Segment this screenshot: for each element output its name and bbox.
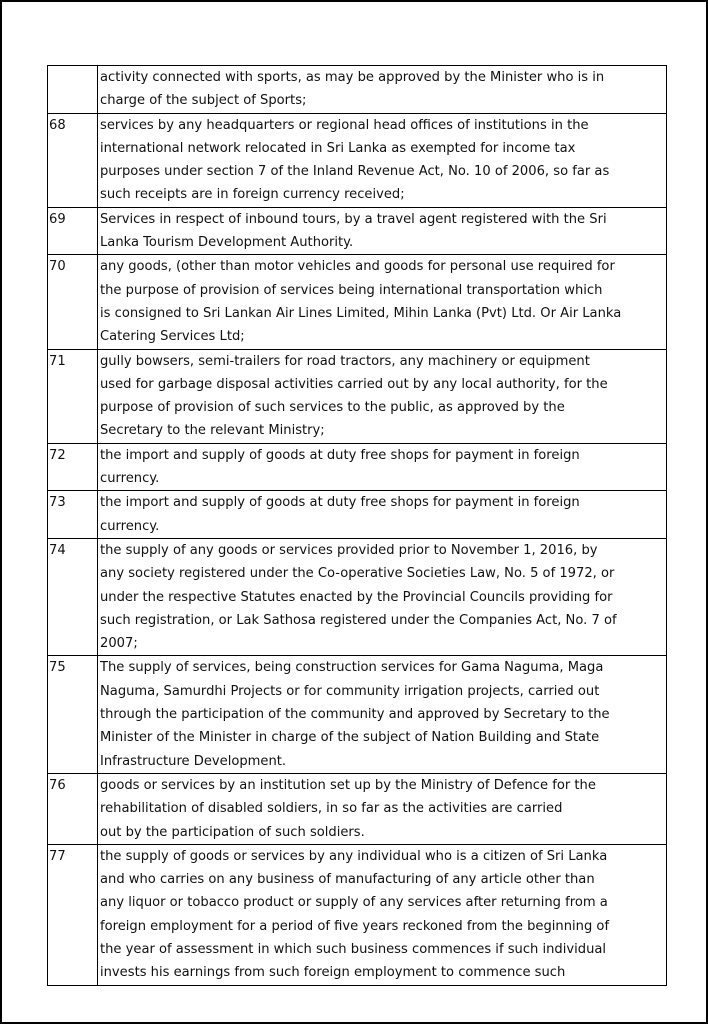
description-line: such registration, or Lak Sathosa registered under the Companies Act, No. 7 of	[100, 612, 617, 628]
item-number: 76	[48, 773, 98, 844]
description-line: purposes under section 7 of the Inland Revenue Act, No. 10 of 2006, so far as	[100, 164, 610, 180]
description-line: the purpose of provision of services being international transportation which	[100, 282, 603, 298]
table-row	[48, 207, 667, 255]
description-line: Services in respect of inbound tours, by a travel agent registered with the Sri	[100, 211, 607, 227]
table-row	[48, 66, 667, 114]
exemption-table-body	[48, 66, 667, 986]
item-description	[98, 656, 667, 773]
description-line: gully bowsers, semi-trailers for road tractors, any machinery or equipment	[100, 353, 590, 369]
item-description	[98, 844, 667, 985]
item-description	[98, 255, 667, 349]
item-description	[98, 113, 667, 207]
item-description	[98, 443, 667, 491]
description-line: out by the participation of such soldiers.	[100, 824, 365, 840]
description-line: any society registered under the Co-operative Societies Law, No. 5 of 1972, or	[100, 566, 615, 582]
description-line: such receipts are in foreign currency received;	[100, 187, 405, 203]
description-line: is consigned to Sri Lankan Air Lines Limited, Mihin Lanka (Pvt) Ltd. Or Air Lanka	[100, 305, 622, 321]
table-row	[48, 844, 667, 985]
description-line: goods or services by an institution set up by the Ministry of Defence for the	[100, 777, 596, 793]
description-line: activity connected with sports, as may be approved by the Minister who is in	[100, 70, 605, 85]
item-description	[98, 538, 667, 655]
table-row	[48, 443, 667, 491]
table-row	[48, 113, 667, 207]
description-line: the import and supply of goods at duty free shops for payment in foreign	[100, 447, 580, 463]
item-number: 72	[48, 443, 98, 491]
description-line: currency.	[100, 471, 160, 487]
description-line: Minister of the Minister in charge of the subject of Nation Building and State	[100, 730, 600, 746]
item-description	[98, 491, 667, 539]
description-line: charge of the subject of Sports;	[100, 93, 307, 109]
description-line: Infrastructure Development.	[100, 753, 287, 769]
item-number: 75	[48, 656, 98, 773]
item-description	[98, 207, 667, 255]
description-line: Naguma, Samurdhi Projects or for community irrigation projects, carried out	[100, 683, 600, 699]
description-line: Catering Services Ltd;	[100, 329, 245, 345]
description-line: the supply of goods or services by any individual who is a citizen of Sri Lanka	[100, 848, 608, 864]
description-line: through the participation of the community and approved by Secretary to the	[100, 707, 610, 723]
description-line: The supply of services, being construction services for Gama Naguma, Maga	[100, 660, 604, 676]
description-line: foreign employment for a period of five years reckoned from the beginning of	[100, 918, 610, 934]
table-row	[48, 656, 667, 773]
item-number: 69	[48, 207, 98, 255]
table-row	[48, 538, 667, 655]
item-description	[98, 773, 667, 844]
item-number: 77	[48, 844, 98, 985]
table-row	[48, 491, 667, 539]
item-description	[98, 66, 667, 114]
table-row	[48, 349, 667, 443]
description-line: the year of assessment in which such business commences if such individual	[100, 941, 607, 957]
item-number: 73	[48, 491, 98, 539]
description-line: invests his earnings from such foreign employment to commence such	[100, 965, 566, 981]
description-line: the supply of any goods or services provided prior to November 1, 2016, by	[100, 542, 598, 558]
description-line: under the respective Statutes enacted by the Provincial Councils providing for	[100, 589, 613, 605]
description-line: 2007;	[100, 636, 138, 652]
description-line: any liquor or tobacco product or supply of any services after returning from a	[100, 895, 608, 911]
description-line: Secretary to the relevant Ministry;	[100, 423, 325, 439]
item-number: 74	[48, 538, 98, 655]
table-row	[48, 255, 667, 349]
item-number: 70	[48, 255, 98, 349]
item-description	[98, 349, 667, 443]
description-line: any goods, (other than motor vehicles and goods for personal use required for	[100, 259, 615, 275]
description-line: currency.	[100, 518, 160, 534]
table-row	[48, 773, 667, 844]
description-line: international network relocated in Sri Lanka as exempted for income tax	[100, 140, 576, 156]
description-line: and who carries on any business of manufacturing of any article other than	[100, 872, 595, 888]
description-line: purpose of provision of such services to the public, as approved by the	[100, 400, 565, 416]
item-number: 68	[48, 113, 98, 207]
item-number	[48, 66, 98, 114]
exemption-table	[47, 65, 667, 986]
description-line: the import and supply of goods at duty free shops for payment in foreign	[100, 495, 580, 511]
description-line: used for garbage disposal activities carried out by any local authority, for the	[100, 376, 608, 392]
description-line: services by any headquarters or regional head offices of institutions in the	[100, 117, 589, 133]
item-number: 71	[48, 349, 98, 443]
description-line: Lanka Tourism Development Authority.	[100, 235, 354, 251]
description-line: rehabilitation of disabled soldiers, in so far as the activities are carried	[100, 801, 563, 817]
